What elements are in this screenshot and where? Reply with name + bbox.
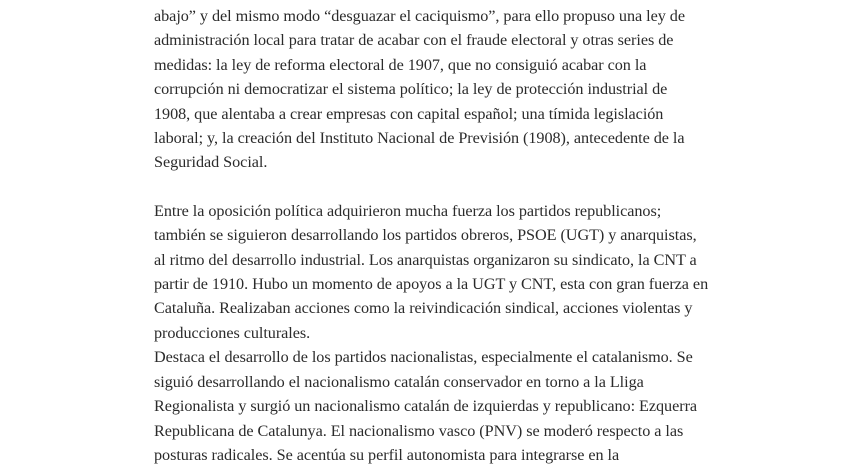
text-line: Cataluña. Realizaban acciones como la reivindicación sindical, acciones violentas y [154,299,693,318]
paragraph-spacer [154,175,754,199]
paragraph-nationalism [154,345,754,467]
text-line: 1908, que alentaba a crear empresas con capital español; una tímida legislación [154,104,664,123]
text-line: administración local para tratar de acabar con el fraude electoral y otras series de [154,31,674,50]
text-line: siguió desarrollando el nacionalismo catalán conservador en torno a la Lliga [154,372,644,391]
text-line: Regionalista y surgió un nacionalismo catalán de izquierdas y republicano: Ezquerra [154,397,698,416]
text-line: corrupción ni democratizar el sistema político; la ley de protección industrial de [154,80,668,99]
text-line: partir de 1910. Hubo un momento de apoyos a la UGT y CNT, esta con gran fuerza en [154,275,709,294]
text-line: posturas radicales. Se acentúa su perfil autonomista para integrarse en la [154,445,620,464]
text-line: Seguridad Social. [154,153,268,172]
text-line: medidas: la ley de reforma electoral de 1907, que no consiguió acabar con la [154,55,647,74]
article-body [154,0,754,467]
text-line: al ritmo del desarrollo industrial. Los anarquistas organizaron su sindicato, la CNT a [154,250,697,269]
text-line: producciones culturales. [154,323,311,342]
text-line: Entre la oposición política adquirieron mucha fuerza los partidos republicanos; [154,201,662,220]
text-line: Republicana de Catalunya. El nacionalismo vasco (PNV) se moderó respecto a las [154,421,684,440]
text-line: abajo” y del mismo modo “desguazar el caciquismo”, para ello propuso una ley de [154,7,685,25]
text-line: laboral; y, la creación del Instituto Nacional de Previsión (1908), antecedente de la [154,129,685,148]
text-line: también se siguieron desarrollando los partidos obreros, PSOE (UGT) y anarquistas, [154,226,697,245]
text-line: Destaca el desarrollo de los partidos nacionalistas, especialmente el catalanismo. Se [154,348,693,367]
paragraph-opposition [154,199,754,345]
paragraph-reforms [154,4,754,175]
